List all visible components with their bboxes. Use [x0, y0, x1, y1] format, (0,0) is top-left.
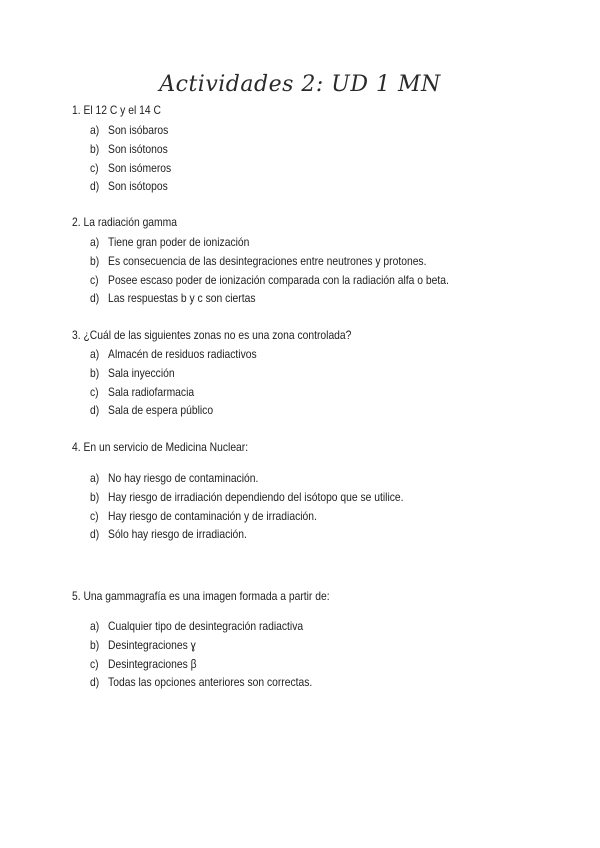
question-1-option-c: [90, 158, 171, 177]
option-text: Todas las opciones anteriores son correctas.: [108, 675, 313, 690]
option-text: Cualquier tipo de desintegración radiactiva: [108, 619, 304, 634]
option-text: Almacén de residuos radiactivos: [108, 347, 257, 362]
question-3-option-a: [90, 345, 257, 364]
question-2-options: [90, 233, 507, 308]
option-text: Sala inyección: [108, 366, 175, 381]
option-text: Es consecuencia de las desintegraciones entre neutrones y protones.: [108, 254, 427, 269]
option-text: Hay riesgo de contaminación y de irradiación.: [108, 508, 317, 523]
option-letter: c): [90, 508, 99, 523]
option-letter: b): [90, 254, 100, 269]
option-text: Sala radiofarmacia: [108, 384, 195, 399]
option-letter: a): [90, 347, 100, 362]
option-letter: c): [90, 272, 99, 287]
question-1-option-a: [90, 121, 171, 140]
option-letter: a): [90, 235, 100, 250]
option-letter: b): [90, 366, 100, 381]
option-letter: b): [90, 638, 100, 653]
question-2-option-c: [90, 270, 449, 289]
question-4-option-c: [90, 506, 404, 525]
question-2-option-a: [90, 233, 449, 252]
option-text: Desintegraciones ɣ: [108, 638, 196, 653]
option-letter: a): [90, 619, 100, 634]
question-5-options: [90, 617, 348, 692]
option-text: Sólo hay riesgo de irradiación.: [108, 527, 247, 542]
question-3-text: 3. ¿Cuál de las siguientes zonas no es una zona controlada?: [72, 328, 352, 342]
option-letter: b): [90, 142, 100, 157]
question-5-option-c: [90, 654, 312, 673]
option-letter: b): [90, 490, 100, 505]
question-1-text: 1. El 12 C y el 14 C: [72, 103, 161, 117]
question-1-option-d: [90, 177, 171, 196]
question-4-text: 4. En un servicio de Medicina Nuclear:: [72, 440, 249, 454]
question-5-text: 5. Una gammagrafía es una imagen formada a partir de:: [72, 589, 330, 603]
question-3-option-d: [90, 401, 257, 420]
question-2-text: 2. La radiación gamma: [72, 215, 177, 229]
option-letter: c): [90, 656, 99, 671]
option-letter: a): [90, 471, 100, 486]
option-text: Posee escaso poder de ionización comparada con la radiación alfa o beta.: [108, 272, 449, 287]
option-text: Sala de espera público: [108, 403, 214, 418]
option-text: Desintegraciones β: [108, 656, 197, 671]
option-letter: d): [90, 527, 100, 542]
option-letter: c): [90, 384, 99, 399]
question-4-option-a: [90, 469, 404, 488]
question-2-option-b: [90, 252, 449, 271]
question-1-options: [90, 121, 184, 196]
question-3-option-c: [90, 382, 257, 401]
question-3-option-b: [90, 364, 257, 383]
question-3-options: [90, 345, 284, 420]
question-2-option-d: [90, 289, 449, 308]
question-5-option-a: [90, 617, 312, 636]
option-text: Tiene gran poder de ionización: [108, 235, 250, 250]
option-letter: d): [90, 179, 100, 194]
option-text: Son isótopos: [108, 179, 168, 194]
option-letter: a): [90, 123, 100, 138]
question-1-option-b: [90, 140, 171, 159]
question-5-option-d: [90, 673, 312, 692]
option-text: Son isóbaros: [108, 123, 169, 138]
question-4-options: [90, 469, 455, 544]
option-text: No hay riesgo de contaminación.: [108, 471, 259, 486]
option-text: Son isótonos: [108, 142, 168, 157]
question-4-option-d: [90, 525, 404, 544]
option-text: Las respuestas b y c son ciertas: [108, 291, 256, 306]
option-letter: d): [90, 291, 100, 306]
page-title: Actividades 2: UD 1 MN: [159, 72, 441, 97]
option-letter: c): [90, 160, 99, 175]
question-5-option-b: [90, 636, 312, 655]
option-letter: d): [90, 403, 100, 418]
option-text: Son isómeros: [108, 160, 172, 175]
option-text: Hay riesgo de irradiación dependiendo del isótopo que se utilice.: [108, 490, 404, 505]
option-letter: d): [90, 675, 100, 690]
question-4-option-b: [90, 488, 404, 507]
